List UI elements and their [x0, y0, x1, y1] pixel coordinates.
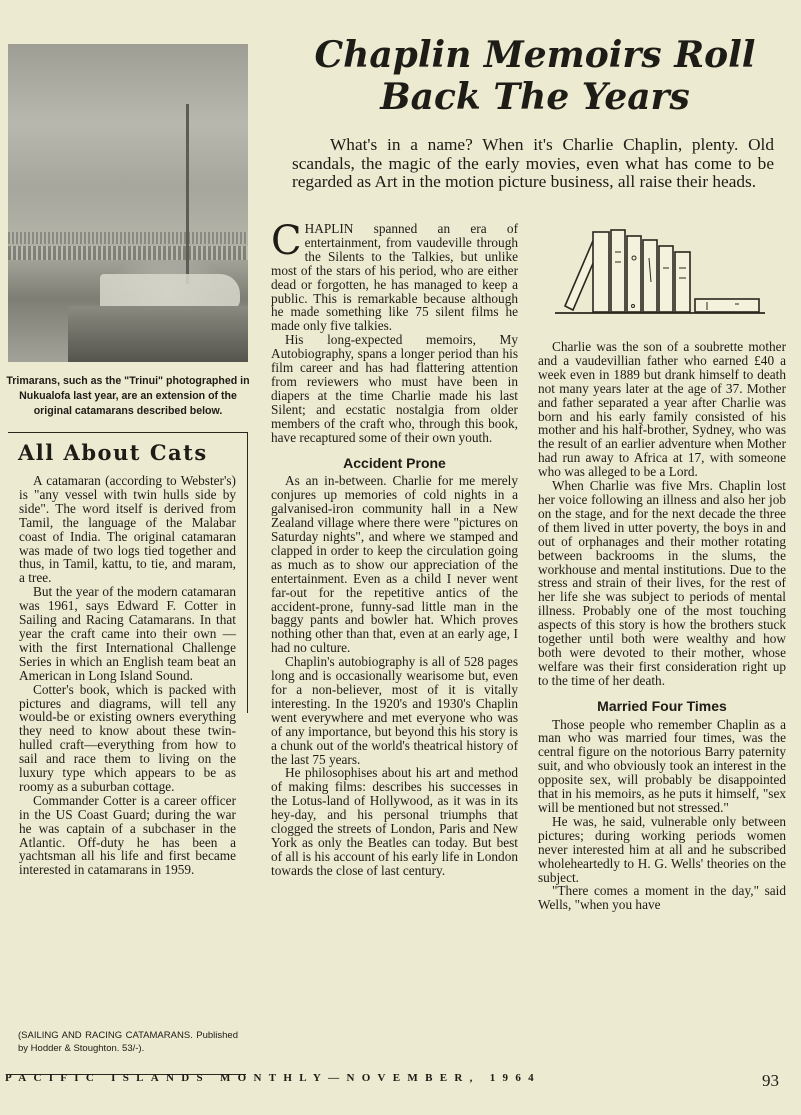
headline-line-2: Back The Years	[380, 76, 690, 118]
article-paragraph: As an in-between. Charlie for me merely conjures up memories of cold nights in a galvanised-iron community hall in a New Zealand village where there were "pictures on Saturday nights", and where we stamped and clapped in order to keep the circulation going as much as to show our appreciation of the entertainment. Even as a child I never went far-out for the repetitive antics of the accident-prone, funny-sad little man in the baggy pants and bowler hat. Which proves nothing other than that, even at an early age, I had no culture.	[271, 473, 518, 656]
sidebar-paragraph: But the year of the modern catamaran was 1961, says Edward F. Cotter in Sailing and Racing Catamarans. In that year the craft came into their own —with the first International Challenge Series in which an English team beat an American in Long Island Sound.	[19, 584, 236, 683]
magazine-footer: PACIFIC ISLANDS MONTHLY—NOVEMBER, 1964	[5, 1072, 541, 1084]
books-illustration	[555, 222, 775, 318]
book-credit: (SAILING AND RACING CATAMARANS. Published by Hodder & Stoughton. 53/-).	[18, 1030, 238, 1054]
article-paragraph: "There comes a moment in the day," said Wells, "when you have	[538, 883, 786, 913]
sidebar-paragraph: A catamaran (according to Webster's) is "any vessel with twin hulls side by side". The word itself is derived from Tamil, the language of the Malabar coast of India. The original catamaran was made of two logs tied together and thus, in Tamil, kattu, to tie, and maram, a tree.	[19, 473, 236, 586]
article-paragraph: Chaplin's autobiography is all of 528 pages long and is occasionally wearisome but, even for a non-believer, most of it is vitally interesting. In the 1920's and 1930's Chaplin went everywhere and met everyone who was of any importance, but beyond this his story is a chunk out of the world's theatrical history of the last 75 years.	[271, 654, 518, 767]
article-paragraph: Charlie was the son of a soubrette mother and a vaudevillian father who earned £40 a week even in 1889 but drank himself to death not many years later at the age of 37. Mother and father separated a year after Charlie was born and his early family consisted of his mother and his half-brother, Sydney, who was the result of an earlier adventure when Mother had run away to Africa at 17, with someone who was alleged to be a Lord.	[538, 339, 786, 480]
article-paragraph	[271, 218, 518, 334]
photo-deck	[68, 306, 248, 362]
article-paragraph: Those people who remember Chaplin as a man who was married four times, was the central figure on the notorious Barry paternity suit, and who obviously took an interest in the opposite sex, will probably be disappointed that in his memoirs, as he puts it himself, "sex will be mentioned but not stressed."	[538, 716, 786, 815]
article-paragraph: His long-expected memoirs, My Autobiography, spans a longer period than his film career and has had flattering attention from reviewers who must have been in diapers at the time Charlie made his last Silent; and ecstatic nostalgia from older members of the craft who, through this book, have recaptured some of their own youth.	[271, 332, 518, 445]
subheading-married-four-times: Married Four Times	[597, 697, 727, 714]
sidebar-body	[19, 474, 236, 877]
photo-water	[8, 246, 248, 260]
article-intro: What's in a name? When it's Charlie Chaplin, plenty. Old scandals, the magic of the early movies, even what has come to be regarded as Art in the motion picture business, all raise their heads.	[292, 135, 774, 191]
photo-caption: Trimarans, such as the "Trinui" photographed in Nukualofa last year, are an extension of the original catamarans described below.	[6, 375, 250, 417]
article-column-2	[538, 340, 786, 912]
photo-hull	[100, 274, 240, 310]
sidebar-title: All About Cats	[18, 440, 208, 465]
headline-line-1: Chaplin Memoirs Roll	[314, 34, 756, 76]
article-paragraph: He philosophises about his art and method of making films: describes his successes in the Lotus-land of Hollywood, as it was in its hey-day, and his personal triumphs that clogged the streets of London, Paris and New York as only the Beatles can today. But best of all is his account of his early life in London towards the close of last century.	[271, 765, 518, 878]
page-number: 93	[762, 1071, 779, 1090]
article-paragraph-text: HAPLIN spanned an era of entertainment, from vaudeville through the Silents to the Talkies, but unlike most of the stars of his period, who are either dead or forgotten, he has managed to keep a public. This is remarkable because although he made something like 75 silent films he made only five talkies.	[271, 221, 518, 334]
drop-cap: C	[271, 218, 302, 264]
photo-mast	[186, 104, 189, 284]
article-paragraph: When Charlie was five Mrs. Chaplin lost her voice following an illness and also her job on the stage, and for the next decade the three of them lived in utter poverty, the boys in and out of orphanages and their mother rotating between backrooms in the slums, the workhouse and mental institutions. Due to the stress and strain of their lives, for the rest of her life she was subject to periods of mental illness. Probably one of the most touching aspects of this story is how the brothers stuck together until both were wealthy and how both were devoted to their mother, whose welfare was their first consideration right up to the time of her death.	[538, 478, 786, 688]
photo-shoreline	[8, 232, 248, 244]
sidebar-paragraph: Cotter's book, which is packed with pictures and diagrams, will tell any would-be or existing owners everything they need to know about these twin-hulled craft—everything from how to sail and race them to living on the luxury type which appears to be as roomy as a suburban cottage.	[19, 681, 236, 794]
article-headline	[290, 34, 780, 118]
catamaran-photo	[8, 44, 248, 362]
sidebar-paragraph: Commander Cotter is a career officer in the US Coast Guard; during the war he was captain of a subchaser in the Atlantic. Off-duty he has been a yachtsman all his life and first became interested in catamarans in 1959.	[19, 792, 236, 878]
subheading-accident-prone: Accident Prone	[343, 454, 446, 471]
article-column-1	[271, 218, 518, 878]
article-paragraph: He was, he said, vulnerable only between pictures; during working periods women never interested him at all and he subscribed wholeheartedly to H. G. Wells' theories on the subject.	[538, 813, 786, 885]
